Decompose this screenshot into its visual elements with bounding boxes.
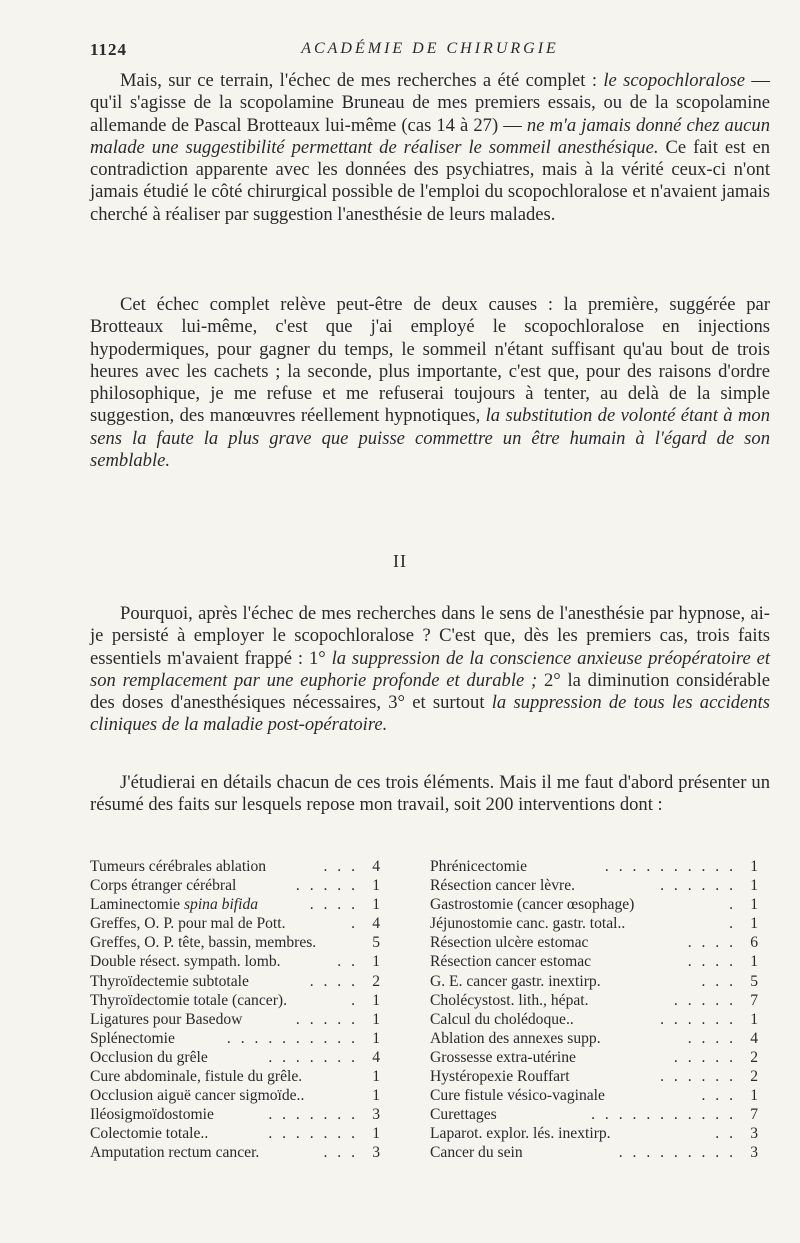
paragraph-3-text: Pourquoi, après l'échec de mes recherches dans le sens de l'anesthésie par hypnose, ai-je persisté à employer le scopochloralose ? C'est que, dès les premiers cas, trois faits essentiels m'avaient frappé : 1° <box>90 603 770 669</box>
intervention-name: Splénectomie <box>90 1029 175 1047</box>
intervention-name: Gastrostomie (cancer œsophage) <box>430 896 635 914</box>
intervention-name: Jéjunostomie canc. gastr. total.. <box>430 915 626 933</box>
intervention-name: Occlusion aiguë cancer sigmoïde.. <box>90 1087 305 1105</box>
intervention-count: 1 <box>372 1068 380 1086</box>
intervention-row <box>90 1048 380 1067</box>
intervention-row <box>90 1067 380 1086</box>
leader-dots: . <box>351 915 358 933</box>
intervention-row <box>90 895 380 914</box>
intervention-count: 3 <box>372 1144 380 1162</box>
leader-dots: . . . . <box>309 972 358 990</box>
intervention-row <box>90 1086 380 1105</box>
intervention-row <box>90 991 380 1010</box>
intervention-count: 1 <box>750 1087 758 1105</box>
leader-dots: . <box>351 991 358 1009</box>
leader-dots: . . . <box>323 1144 358 1162</box>
intervention-count: 4 <box>372 1048 380 1066</box>
paragraph-3-emphasis: la suppression de tous les accidents cliniques de la maladie post-opératoire. <box>90 692 771 736</box>
intervention-name: Hystéropexie Rouffart <box>430 1068 570 1086</box>
intervention-count: 1 <box>372 896 380 914</box>
intervention-count: 1 <box>750 915 758 933</box>
intervention-row <box>430 1086 758 1105</box>
leader-dots: . . . <box>701 1087 736 1105</box>
intervention-count: 4 <box>372 915 380 933</box>
intervention-name: Amputation rectum cancer. <box>90 1144 260 1162</box>
intervention-name: Thyroïdectemie subtotale <box>90 972 249 990</box>
intervention-count: 1 <box>372 1029 380 1047</box>
intervention-count: 1 <box>750 858 758 875</box>
paragraph-1-emphasis: le scopochloralose <box>603 70 746 91</box>
intervention-row <box>90 1010 380 1029</box>
intervention-name: Greffes, O. P. tête, bassin, membres. <box>90 934 317 952</box>
intervention-count: 1 <box>750 896 758 914</box>
intervention-row <box>430 1048 758 1067</box>
intervention-row <box>430 876 758 895</box>
intervention-count: 1 <box>372 1010 380 1028</box>
leader-dots: . . . . . <box>295 877 358 895</box>
paragraph-1 <box>90 70 770 226</box>
paragraph-2-text: Cet échec complet relève peut-être de deux causes : la première, suggérée par Brotteaux lui-même, c'est que j'ai employé le scopochloralose en injections hypodermiques, pour gagner du temps, le sommeil n'étant suffisant qu'au bout de trois heures avec les cachets ; la seconde, plus importante, c'est que, pour des raisons d'ordre philosophique, je me refuse et me refuserai toujours à tenter, au delà de la simple suggestion, des manœuvres réellement hypnotiques, <box>90 294 770 427</box>
leader-dots: . . <box>337 953 358 971</box>
intervention-count: 1 <box>372 991 380 1009</box>
paragraph-4: J'étudierai en détails chacun de ces trois éléments. Mais il me faut d'abord présenter un résumé des faits sur lesquels repose mon travail, soit 200 interventions dont : <box>90 772 770 816</box>
intervention-row <box>90 952 380 971</box>
leader-dots: . . . . . . . . . <box>618 1144 736 1162</box>
paragraph-3 <box>90 603 770 737</box>
leader-dots: . . . . . <box>295 1010 358 1028</box>
intervention-count: 4 <box>750 1029 758 1047</box>
intervention-name: Colectomie totale.. <box>90 1125 209 1143</box>
leader-dots: . . . <box>701 972 736 990</box>
intervention-name: Ablation des annexes supp. <box>430 1029 601 1047</box>
intervention-count: 5 <box>750 972 758 990</box>
intervention-row <box>430 857 758 876</box>
intervention-name: Ligatures pour Basedow <box>90 1010 243 1028</box>
intervention-count: 6 <box>750 934 758 952</box>
intervention-name: Résection ulcère estomac <box>430 934 589 952</box>
interventions-right-column <box>430 857 758 1163</box>
intervention-name: Iléosigmoïdostomie <box>90 1106 214 1124</box>
page-number: 1124 <box>90 40 128 59</box>
intervention-name: Occlusion du grêle <box>90 1048 208 1066</box>
intervention-row <box>90 857 380 876</box>
intervention-name: Thyroïdectomie totale (cancer). <box>90 991 287 1009</box>
leader-dots: . . . . . . . <box>268 1048 358 1066</box>
intervention-name: Grossesse extra-utérine <box>430 1048 576 1066</box>
intervention-name: G. E. cancer gastr. inextirp. <box>430 972 601 990</box>
intervention-name: Laminectomie spina bifida <box>90 896 259 914</box>
intervention-name: Phrénicectomie <box>430 858 527 875</box>
leader-dots: . . . . . . . . . . . <box>591 1106 736 1124</box>
intervention-name: Double résect. sympath. lomb. <box>90 953 281 971</box>
intervention-count: 5 <box>372 934 380 952</box>
leader-dots: . . . . . <box>673 1048 736 1066</box>
intervention-name: Résection cancer lèvre. <box>430 877 576 895</box>
leader-dots: . . . . <box>687 953 736 971</box>
intervention-row <box>90 1124 380 1143</box>
page-header <box>90 40 770 64</box>
intervention-name: Laparot. explor. lés. inextirp. <box>430 1125 611 1143</box>
intervention-row <box>430 1010 758 1029</box>
intervention-count: 1 <box>750 877 758 895</box>
intervention-row <box>430 914 758 933</box>
paragraph-3-text: 2° la diminution considérable des doses d'anesthésiques nécessaires, 3° et surtout <box>90 669 770 714</box>
intervention-row <box>90 933 380 952</box>
intervention-count: 4 <box>372 858 380 875</box>
intervention-name: Tumeurs cérébrales ablation <box>90 858 267 875</box>
intervention-row <box>430 952 758 971</box>
leader-dots: . . . . . . . . . . <box>604 858 736 875</box>
intervention-count: 1 <box>750 953 758 971</box>
leader-dots: . . . . . . . <box>268 1125 358 1143</box>
intervention-count: 1 <box>372 877 380 895</box>
running-title: ACADÉMIE DE CHIRURGIE <box>301 40 559 57</box>
intervention-row <box>430 1105 758 1124</box>
intervention-count: 2 <box>372 972 380 990</box>
intervention-count: 3 <box>372 1106 380 1124</box>
intervention-name: Cure abdominale, fistule du grêle. <box>90 1068 303 1086</box>
intervention-count: 1 <box>750 1010 758 1028</box>
intervention-count: 1 <box>372 953 380 971</box>
intervention-row <box>430 895 758 914</box>
intervention-count: 3 <box>750 1144 758 1162</box>
leader-dots: . . . . . . . . . . <box>226 1029 358 1047</box>
leader-dots: . <box>729 896 736 914</box>
intervention-name: Cancer du sein <box>430 1144 523 1162</box>
intervention-name: Corps étranger cérébral <box>90 877 237 895</box>
intervention-row <box>90 1143 380 1162</box>
intervention-count: 1 <box>372 1125 380 1143</box>
intervention-row <box>430 1067 758 1086</box>
intervention-row <box>430 991 758 1010</box>
intervention-name: Calcul du cholédoque.. <box>430 1010 574 1028</box>
paragraph-2-emphasis: la substitution de volonté étant à mon sens la faute la plus grave que puisse commettre un être humain à l'égard de son semblable. <box>90 405 770 472</box>
leader-dots: . . . <box>323 858 358 875</box>
intervention-row <box>430 972 758 991</box>
leader-dots: . . . . . . <box>660 1068 736 1086</box>
intervention-name: Cholécystost. lith., hépat. <box>430 991 589 1009</box>
paragraph-3-emphasis: la suppression de la conscience anxieuse préopératoire et son remplacement par une euphorie profonde et durable ; <box>90 647 770 691</box>
intervention-row <box>430 1143 758 1162</box>
intervention-row <box>90 914 380 933</box>
paragraph-1-text: — qu'il s'agisse de la scopolamine Bruneau de mes premiers essais, ou de la scopolamine allemande de Pascal Brotteaux lui-même (cas 14 à 27) — <box>90 70 770 136</box>
intervention-row <box>90 1029 380 1048</box>
intervention-row <box>430 1029 758 1048</box>
intervention-count: 7 <box>750 991 758 1009</box>
interventions-left-column <box>90 857 380 1163</box>
intervention-row <box>90 972 380 991</box>
intervention-count: 1 <box>372 1087 380 1105</box>
paragraph-1-text: Mais, sur ce terrain, l'échec de mes recherches a été complet : <box>120 70 604 91</box>
leader-dots: . . <box>715 1125 736 1143</box>
intervention-name: Curettages <box>430 1106 497 1124</box>
leader-dots: . . . . <box>687 934 736 952</box>
paragraph-1-emphasis: ne m'a jamais donné chez aucun malade une suggestibilité permettant de réaliser le sommeil anesthésique. <box>90 114 770 158</box>
intervention-count: 3 <box>750 1125 758 1143</box>
leader-dots: . . . . . . . <box>268 1106 358 1124</box>
intervention-name: Résection cancer estomac <box>430 953 592 971</box>
paragraph-2 <box>90 294 770 472</box>
leader-dots: . . . . <box>309 896 358 914</box>
intervention-row <box>430 1124 758 1143</box>
paragraph-1-text: Ce fait est en contradiction apparente avec les données des psychiatres, mais à la vérité ceux-ci n'ont jamais étudié le côté chirurgical possible de l'emploi du scopochloralose et n'avaient jamais cherché à réaliser par suggestion l'anesthésie de leurs malades. <box>90 136 770 225</box>
section-heading: II <box>393 551 407 571</box>
intervention-name: Cure fistule vésico-vaginale <box>430 1087 605 1105</box>
intervention-count: 2 <box>750 1068 758 1086</box>
intervention-row <box>90 1105 380 1124</box>
intervention-count: 7 <box>750 1106 758 1124</box>
intervention-count: 2 <box>750 1048 758 1066</box>
intervention-name: Greffes, O. P. pour mal de Pott. <box>90 915 286 933</box>
leader-dots: . . . . . . <box>660 877 736 895</box>
leader-dots: . . . . <box>687 1029 736 1047</box>
intervention-row <box>430 933 758 952</box>
leader-dots: . <box>729 915 736 933</box>
leader-dots: . . . . . . <box>660 1010 736 1028</box>
intervention-row <box>90 876 380 895</box>
leader-dots: . . . . . <box>673 991 736 1009</box>
